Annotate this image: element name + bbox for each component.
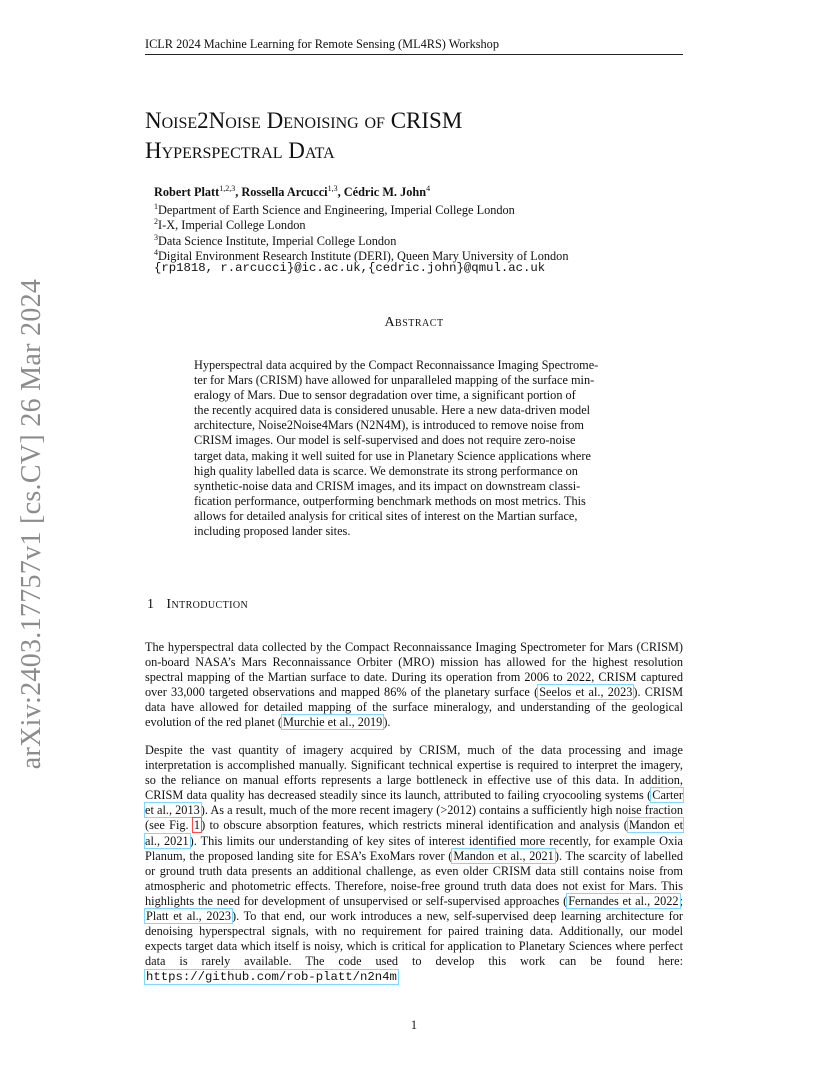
intro-paragraph-2 bbox=[145, 743, 683, 986]
abstract-line: ter for Mars (CRISM) have allowed for unparalleled mapping of the surface min- bbox=[194, 373, 595, 388]
citation-link[interactable]: Fernandes et al., 2022 bbox=[568, 893, 679, 908]
author-emails: {rp1818, r.arcucci}@ic.ac.uk,{cedric.john}@qmul.ac.uk bbox=[154, 261, 546, 275]
affiliation-superscript: 1 bbox=[154, 202, 158, 211]
arxiv-stamp bbox=[2, 278, 62, 770]
paragraph-text: The hyperspectral data collected by the Compact Reconnaissance Imaging Spectrometer for Mars (CRISM) on-board NASA’s Mars Reconnaissance Orbiter (MRO) mission has allowed for the highest resolution spectral mapping of the Martian surface to date. During its operation from 2006 to 2022, CRISM captured over 33,000 targeted observations and mapped 86% of the planetary surface ( bbox=[145, 640, 683, 700]
paragraph-text: ). The scarcity of labelled or ground truth data presents an additional challenge, as even older CRISM data still contains noise from atmospheric and photometric effects. Therefore, noise-free ground truth data does not exist for Mars. This highlights the need for development of unsupervised or self-supervised approaches ( bbox=[145, 848, 684, 908]
arxiv-stamp-text: arXiv:2403.17757v1 [cs.CV] 26 Mar 2024 bbox=[16, 278, 48, 770]
citation-link[interactable]: Carter et al., 2013 bbox=[145, 788, 683, 818]
page-number: 1 bbox=[410, 1018, 418, 1032]
abstract-line: CRISM images. Our model is self-supervised and does not require zero-noise bbox=[194, 433, 576, 448]
paragraph-text: ; bbox=[679, 893, 683, 908]
abstract-line: architecture, Noise2Noise4Mars (N2N4M), is introduced to remove noise from bbox=[194, 418, 584, 433]
affiliation-superscript: 2 bbox=[154, 217, 158, 226]
title-line-2: Hyperspectral Data bbox=[145, 138, 335, 163]
figure-reference-link[interactable]: 1 bbox=[193, 818, 201, 833]
abstract-line: including proposed lander sites. bbox=[194, 524, 351, 539]
abstract-line: Hyperspectral data acquired by the Compact Reconnaissance Imaging Spectrome- bbox=[194, 358, 599, 372]
paragraph-text: ) to obscure absorption features, which restricts mineral identification and analysis ( bbox=[201, 818, 628, 833]
author-name: Rossella Arcucci bbox=[241, 185, 328, 199]
author-separator: , bbox=[235, 185, 242, 199]
paper-title bbox=[145, 106, 683, 166]
abstract-line: high quality labelled data is scarce. We demonstrate its strong performance on bbox=[194, 463, 578, 478]
abstract-heading: Abstract bbox=[384, 315, 444, 330]
author-separator: , bbox=[337, 185, 344, 199]
citation-link[interactable]: Murchie et al., 2019 bbox=[282, 715, 383, 730]
affiliation-text: Department of Earth Science and Engineering, Imperial College London bbox=[158, 203, 515, 217]
author-name: Cédric M. John bbox=[343, 185, 427, 199]
citation-link[interactable]: Mandon et al., 2021 bbox=[145, 818, 683, 848]
abstract-line: target data, making it well suited for use in Planetary Science applications where bbox=[194, 448, 591, 463]
abstract-body bbox=[194, 358, 634, 539]
code-repository-link[interactable]: https://github.com/rob-platt/n2n4m bbox=[146, 970, 397, 985]
affiliation-text: I-X, Imperial College London bbox=[158, 218, 306, 232]
affiliation-text: Data Science Institute, Imperial College London bbox=[158, 234, 397, 248]
author-superscript: 1,3 bbox=[327, 184, 338, 193]
abstract-line: eralogy of Mars. Due to sensor degradation over time, a significant portion of bbox=[194, 388, 576, 403]
header-rule bbox=[145, 54, 683, 55]
affiliation-superscript: 3 bbox=[154, 233, 158, 242]
citation-link[interactable]: Platt et al., 2023 bbox=[146, 909, 232, 924]
section-number: 1 bbox=[147, 597, 155, 612]
author-name: Robert Platt bbox=[154, 185, 220, 199]
title-line-1: Noise2Noise Denoising of CRISM bbox=[145, 108, 463, 133]
affiliation-superscript: 4 bbox=[154, 248, 158, 257]
affiliation-text: Digital Environment Research Institute (DERI), Queen Mary University of London bbox=[158, 249, 569, 263]
paragraph-text: ). This limits our understanding of key sites of interest identified more recently, for example Oxia Planum, the proposed landing site for ESA’s ExoMars rover ( bbox=[145, 833, 683, 863]
section-title: Introduction bbox=[166, 597, 249, 612]
intro-paragraph-1 bbox=[145, 640, 683, 731]
paragraph-text: ). To that end, our work introduces a new, self-supervised deep learning architecture for denoising hyperspectral signals, with no requirement for paired training data. Additionally, our model expects target data which itself is noisy, which is critical for application to Planetary Sciences where perfect data is rarely available. The code used to develop this work can be found here: bbox=[145, 909, 683, 969]
author-list bbox=[154, 181, 674, 200]
abstract-line: fication performance, outperforming benchmark methods on most metrics. This bbox=[194, 493, 586, 508]
abstract-line: allows for detailed analysis for critical sites of interest on the Martian surface, bbox=[194, 508, 578, 523]
abstract-line: synthetic-noise data and CRISM images, and its impact on downstream classi- bbox=[194, 478, 581, 493]
paragraph-text: ). bbox=[383, 715, 391, 730]
paragraph-text: Despite the vast quantity of imagery acquired by CRISM, much of the data processing and image interpretation is accomplished manually. Significant technical expertise is required to interpret the imagery, so the reliance on manual efforts represents a large bottleneck in effective use of this data. In addition, CRISM data quality has decreased steadily since its launch, attributed to failing cryocooling systems ( bbox=[145, 743, 683, 803]
citation-link[interactable]: Seelos et al., 2023 bbox=[539, 685, 633, 700]
author-superscript: 1,2,3 bbox=[219, 184, 236, 193]
abstract-line: the recently acquired data is considered unusable. Here a new data-driven model bbox=[194, 403, 591, 418]
paragraph-text: ). As a result, much of the more recent imagery (>2012) contains a sufficiently high noise fraction (see Fig. bbox=[145, 803, 683, 833]
running-header: ICLR 2024 Machine Learning for Remote Sensing (ML4RS) Workshop bbox=[145, 37, 499, 51]
author-superscript: 4 bbox=[426, 184, 431, 193]
citation-link[interactable]: Mandon et al., 2021 bbox=[453, 848, 554, 863]
paragraph-text: ). CRISM data have allowed for detailed mapping of the surface mineralogy, and understanding of the geological evolution of the red planet ( bbox=[145, 685, 684, 730]
section-heading-introduction bbox=[147, 597, 547, 613]
